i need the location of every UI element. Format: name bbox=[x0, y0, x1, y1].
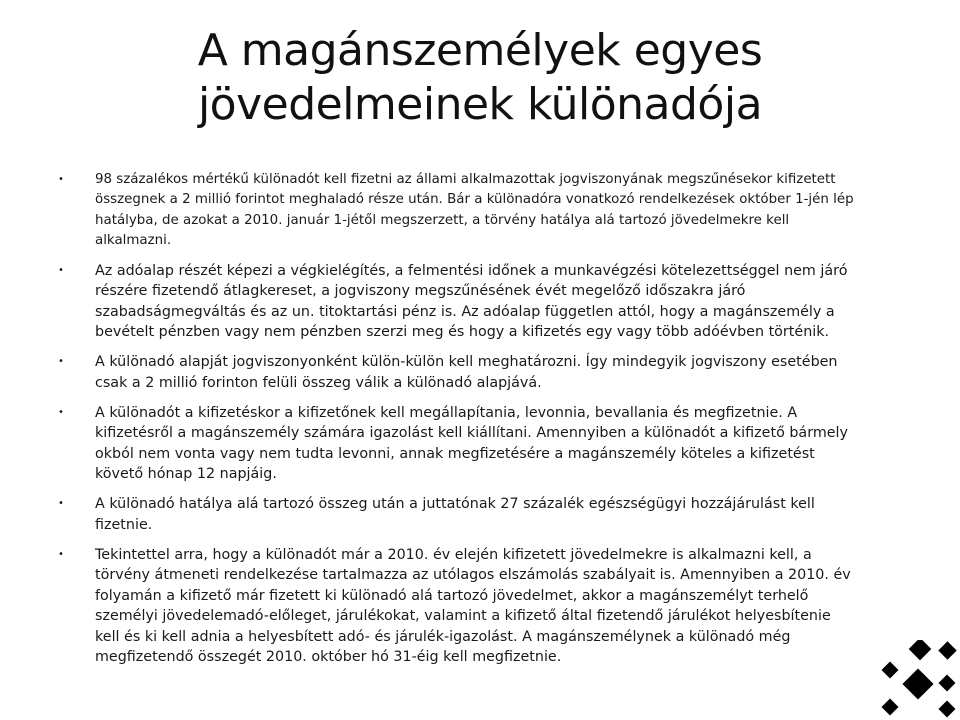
bullet-text: Tekintettel arra, hogy a különadót már a 2010. év elején kifizetett jövedelmekre is alkalmazni kell, a törvény átmeneti rendelkezése tartalmazza az utólagos elszámolás szabályait is. Amennyiben a 2010. év folyamán a kifizető már fizetett ki különadó alá tartozó jövedelmet, akkor a magánszemélyt terhelő személyi jövedelemadó-előleget, járulékokat, valamint a kifizető által fizetendő járulékot helyesbítenie kell és ki kell adnia a helyesbített adó- és járulék-igazolást. A magánszemélynek a különadó még megfizetendő összegét 2010. október hó 31-éig kell megfizetnie. bbox=[95, 547, 851, 666]
bullet-text: Az adóalap részét képezi a végkielégítés, a felmentési időnek a munkavégzési kötelezettséggel nem járó részére fizetendő átlagkereset, a jogviszony megszűnésének évét megelőző időszakra járó szabadságmegváltás és az un. titoktartási pénz is. Az adóalap független attól, hogy a magánszemély a bevételt pénzben vagy nem pénzben szerzi meg és hogy a kifizetés egy vagy több adóévben történik. bbox=[95, 262, 848, 341]
bullet-item bbox=[58, 352, 858, 393]
bullet-dot-icon: • bbox=[58, 407, 64, 419]
slide-title-line-2: jövedelmeinek különadója bbox=[197, 79, 763, 130]
bullet-dot-icon: • bbox=[58, 174, 64, 185]
bullet-item bbox=[58, 494, 858, 535]
bullet-dot-icon: • bbox=[58, 549, 64, 561]
bullet-dot-icon: • bbox=[58, 264, 64, 276]
bullet-text: A különadót a kifizetéskor a kifizetőnek kell megállapítania, levonnia, bevallania és megfizetnie. A kifizetésről a magánszemély számára igazolást kell kiállítani. Amennyiben a különadót a kifizető bármely okból nem vonta vagy nem tudta levonni, annak megfizetésére a magánszemély köteles a kifizetést követő hónap 12 napjáig. bbox=[95, 405, 848, 483]
bullet-list bbox=[58, 170, 858, 677]
bullet-dot-icon: • bbox=[58, 498, 64, 510]
diamond-squares-icon bbox=[880, 640, 960, 720]
bullet-item bbox=[58, 170, 858, 251]
bullet-text: A különadó alapját jogviszonyonként külön-külön kell meghatározni. Így mindegyik jogviszony esetében csak a 2 millió forinton felüli összeg válik a különadó alapjává. bbox=[95, 354, 838, 391]
bullet-text: 98 százalékos mértékű különadót kell fizetni az állami alkalmazottak jogviszonyának megszűnésekor kifizetett összegnek a 2 millió forintot meghaladó része után. Bár a különadóra vonatkozó rendelkezések október 1-jén lép hatályba, de azokat a 2010. január 1-jétől megszerzett, a törvény hatálya alá tartozó jövedelmekre kell alkalmazni. bbox=[95, 172, 854, 248]
bullet-item bbox=[58, 403, 858, 485]
slide-title bbox=[40, 24, 920, 132]
slide-title-line-1: A magánszemélyek egyes bbox=[197, 25, 763, 76]
bullet-text: A különadó hatálya alá tartozó összeg után a juttatónak 27 százalék egészségügyi hozzájárulást kell fizetnie. bbox=[95, 496, 815, 533]
bullet-dot-icon: • bbox=[58, 356, 64, 368]
bullet-item bbox=[58, 261, 858, 343]
bullet-item bbox=[58, 545, 858, 667]
